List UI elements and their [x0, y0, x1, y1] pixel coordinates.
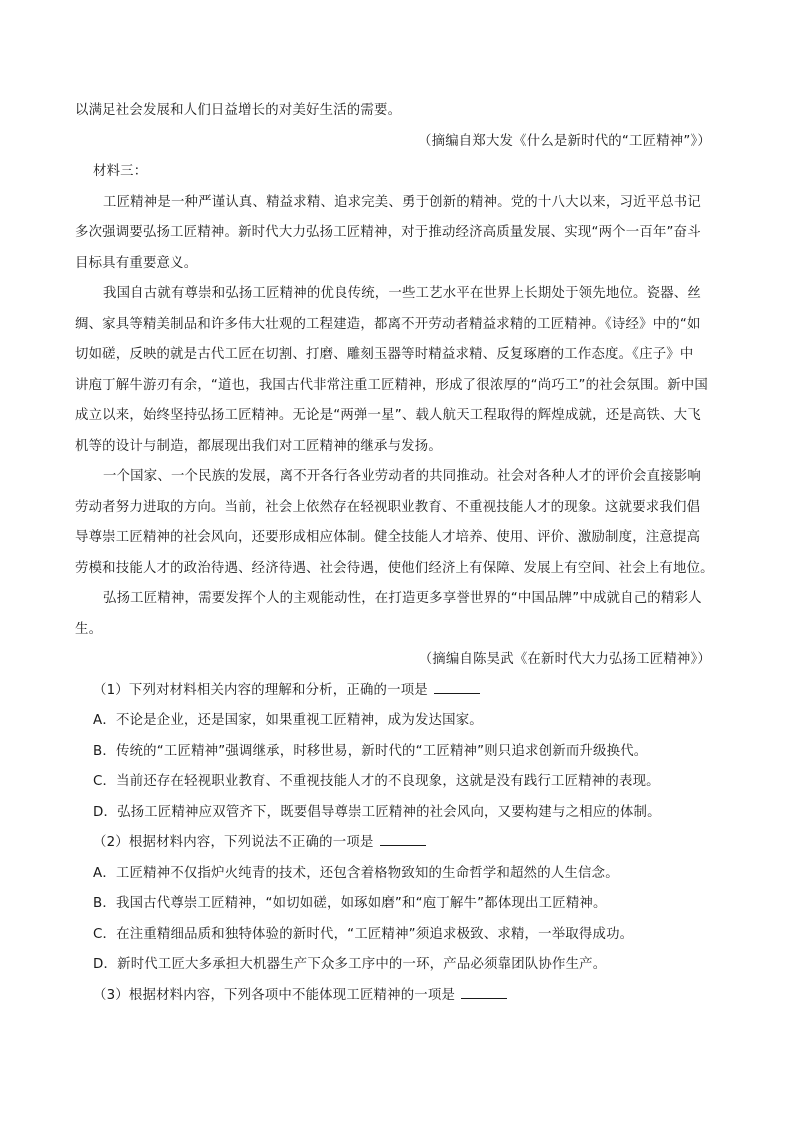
document-body — [75, 96, 723, 1011]
option-a[interactable]: A．工匠精神不仅指炉火纯青的技术，还包含着格物致知的生命哲学和超然的人生信念。 — [93, 865, 619, 881]
material-3-label: 材料三： — [93, 164, 148, 179]
paragraph-2 — [75, 279, 723, 462]
paragraph-line: 机等的设计与制造，都展现出我们对工匠精神的继承与发扬。 — [75, 438, 442, 454]
question-stem — [75, 981, 723, 1012]
paragraph-line: 成立以来，始终坚持弘扬工匠精神。无论是“两弹一星”、载人航天工程取得的辉煌成就，还是高铁、大飞 — [75, 408, 701, 423]
source-citation-2: （摘编自郑大发《什么是新时代的“工匠精神”》） — [418, 133, 711, 149]
answer-blank[interactable] — [434, 679, 480, 694]
paragraph-line: 我国自古就有尊崇和弘扬工匠精神的优良传统，一些工艺水平在世界上长期处于领先地位。瓷器、丝 — [103, 286, 701, 301]
option-d[interactable]: D．弘扬工匠精神应双管齐下，既要倡导尊崇工匠精神的社会风向，又要构建与之相应的体制。 — [93, 804, 661, 820]
paragraph-line: 目标具有重要意义。 — [75, 255, 198, 271]
paragraph-3 — [75, 462, 723, 584]
paragraph-line: 生。 — [75, 621, 103, 637]
option-c[interactable]: C．当前还存在轻视职业教育、不重视技能人才的不良现象，这就是没有践行工匠精神的表现。 — [93, 774, 660, 789]
paragraph-line: 一个国家、一个民族的发展，离不开各行各业劳动者的共同推动。社会对各种人才的评价会直接影响 — [103, 469, 701, 484]
question-stem-text: （3）根据材料内容，下列各项中不能体现工匠精神的一项是 — [93, 987, 456, 1003]
paragraph-line: 弘扬工匠精神，需要发挥个人的主观能动性，在打造更多享誉世界的“中国品牌”中成就自己的精彩人 — [103, 591, 702, 606]
paragraph-line: 讲庖丁解牛游刃有余，“道也，我国古代非常注重工匠精神，形成了很浓厚的“尚巧工”的社会氛围。新中国 — [75, 377, 708, 393]
answer-blank[interactable] — [461, 984, 507, 999]
paragraph-line: 多次强调要弘扬工匠精神。新时代大力弘扬工匠精神，对于推动经济高质量发展、实现“两个一百年”奋斗 — [75, 225, 701, 240]
question-stem — [75, 828, 723, 859]
option-a[interactable]: A．不论是企业，还是国家，如果重视工匠精神，成为发达国家。 — [93, 713, 483, 728]
paragraph-line: 绸、家具等精美制品和许多伟大壮观的工程建造，都离不开劳动者精益求精的工匠精神。《诗经》中的“如 — [75, 316, 701, 332]
option-b[interactable]: B．我国古代尊崇工匠精神，“如切如磋，如琢如磨”和“庖丁解牛”都体现出工匠精神。 — [93, 896, 607, 911]
option-b[interactable]: B．传统的“工匠精神”强调继承，时移世易，新时代的“工匠精神”则只追求创新而升级换代。 — [93, 743, 648, 759]
option-c[interactable]: C．在注重精细品质和独特体验的新时代，“工匠精神”须追求极致、求精，一举取得成功。 — [93, 926, 634, 942]
answer-blank[interactable] — [380, 831, 426, 846]
option-d[interactable]: D．新时代工匠大多承担大机器生产下众多工序中的一环，产品必须靠团队协作生产。 — [93, 957, 607, 972]
paragraph-line: 导尊崇工匠精神的社会风向，还要形成相应体制。健全技能人才培养、使用、评价、激励制度，注意提高 — [75, 530, 701, 545]
paragraph-1 — [75, 188, 723, 280]
paragraph-4 — [75, 584, 723, 645]
question-2 — [75, 828, 723, 981]
question-3 — [75, 981, 723, 1012]
question-stem-text: （2）根据材料内容，下列说法不正确的一项是 — [93, 835, 374, 850]
paragraph-line: 劳模和技能人才的政治待遇、经济待遇、社会待遇，使他们经济上有保障、发展上有空间、社会上有地位。 — [75, 560, 714, 576]
paragraph-line: 切如磋，反映的就是古代工匠在切割、打磨、雕刻玉器等时精益求精、反复琢磨的工作态度。《庄子》中 — [75, 347, 694, 362]
intro-tail-line: 以满足社会发展和人们日益增长的对美好生活的需要。 — [75, 103, 402, 118]
paragraph-line: 劳动者努力进取的方向。当前，社会上依然存在轻视职业教育、不重视技能人才的现象。这就要求我们倡 — [75, 499, 701, 515]
question-stem-text: （1）下列对材料相关内容的理解和分析，正确的一项是 — [93, 682, 428, 698]
question-1 — [75, 676, 723, 829]
question-stem — [75, 676, 723, 707]
source-citation-3: （摘编自陈昊武《在新时代大力弘扬工匠精神》） — [418, 652, 711, 667]
paragraph-line: 工匠精神是一种严谨认真、精益求精、追求完美、勇于创新的精神。党的十八大以来，习近平总书记 — [103, 194, 701, 210]
